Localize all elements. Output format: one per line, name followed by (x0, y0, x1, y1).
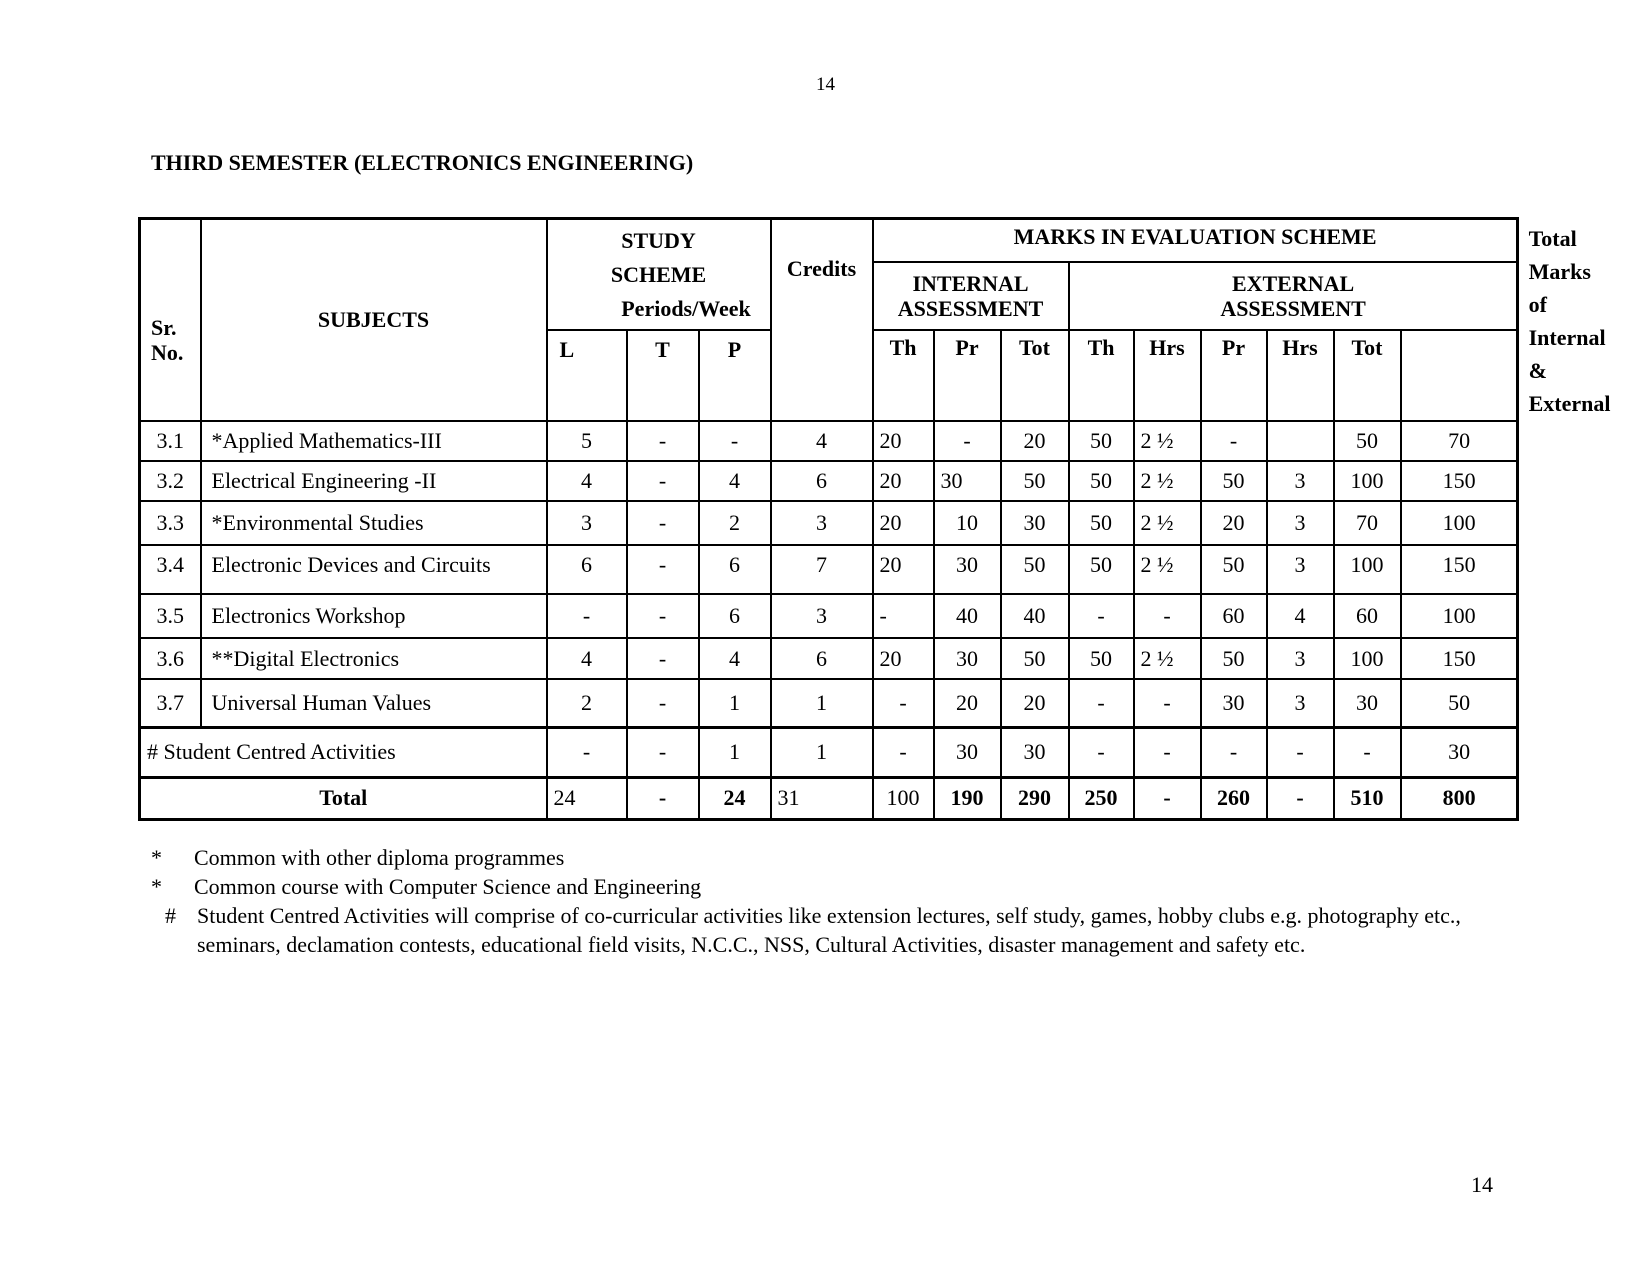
cell-ext-pr: 50 (1201, 638, 1267, 679)
header-sr-no: Sr. No. (140, 219, 201, 422)
cell-ext-th: - (1069, 727, 1134, 777)
cell-int-th: 20 (873, 638, 934, 679)
cell-p: 6 (699, 545, 771, 594)
cell-int-th: 100 (873, 777, 934, 819)
cell-p: 2 (699, 501, 771, 545)
header-int-tot: Tot (1001, 330, 1069, 421)
cell-subject: Universal Human Values (201, 679, 547, 727)
cell-int-th: - (873, 594, 934, 638)
cell-credits: 6 (771, 461, 873, 501)
cell-subject: Electrical Engineering -II (201, 461, 547, 501)
cell-ext-th: - (1069, 679, 1134, 727)
cell-total: 100 (1401, 594, 1518, 638)
cell-ext-hrs-pr: - (1267, 777, 1334, 819)
cell-ext-tot: 60 (1334, 594, 1401, 638)
cell-sr: 3.7 (140, 679, 201, 727)
cell-l: - (547, 594, 627, 638)
cell-t: - (627, 461, 699, 501)
header-subjects: SUBJECTS (201, 219, 547, 422)
cell-l: - (547, 727, 627, 777)
cell-ext-tot: - (1334, 727, 1401, 777)
cell-sr: 3.6 (140, 638, 201, 679)
cell-ext-hrs-pr: 3 (1267, 679, 1334, 727)
header-l: L (547, 330, 627, 421)
table-row (140, 594, 1518, 638)
cell-p: 4 (699, 461, 771, 501)
cell-p: 24 (699, 777, 771, 819)
cell-ext-th: 50 (1069, 421, 1134, 461)
cell-t: - (627, 679, 699, 727)
page-number-bottom: 14 (1471, 1172, 1493, 1197)
header-int-th: Th (873, 330, 934, 421)
cell-activities-label: # Student Centred Activities (140, 727, 547, 777)
cell-int-pr: 190 (934, 777, 1001, 819)
table-row (140, 461, 1518, 501)
cell-int-tot: 50 (1001, 545, 1069, 594)
cell-credits: 7 (771, 545, 873, 594)
cell-sr: 3.1 (140, 421, 201, 461)
cell-ext-pr: 20 (1201, 501, 1267, 545)
cell-total: 150 (1401, 461, 1518, 501)
cell-ext-pr: - (1201, 727, 1267, 777)
cell-ext-hrs-th: 2 ½ (1134, 545, 1201, 594)
cell-t: - (627, 777, 699, 819)
cell-total-label: Total (140, 777, 547, 819)
cell-int-th: 20 (873, 501, 934, 545)
evaluation-scheme-table: Sr. No. SUBJECTS STUDY SCHEME Periods/Week Credits MARKS IN EVALUATION SCHEME Total Marks of Internal & External INTERNAL ASSESSMENT EXTERNAL ASSESSMENT L T P Th Pr Tot Th Hrs Pr Hrs Tot 3.1 *Applied Mathematics-III 5 - - 4 20 - 20 50 2 ½ - 50 70 3.2 Electrical Engineering -II 4 - 4 6 20 30 50 50 2 ½ 50 3 100 150 3.3 *Environmental Studies 3 - 2 3 20 10 30 50 2 ½ 20 3 70 100 3.4 Electronic Devices and Circuits 6 - 6 7 20 30 50 50 2 ½ 50 3 100 150 3.5 Electronics Workshop - - 6 3 - 40 40 - - 60 4 60 100 3.6 **Digital Electronics 4 - 4 6 20 30 50 50 2 ½ 50 3 100 150 3.7 Universal Human Values 2 - 1 1 - 20 20 - - 30 3 30 50 # Student Centred Activities - - 1 1 - 30 30 - - - - - 30 Total 24 - 24 31 100 190 290 250 - 260 - 510 800 (138, 217, 1519, 821)
cell-subject: *Environmental Studies (201, 501, 547, 545)
cell-int-pr: - (934, 421, 1001, 461)
cell-int-th: - (873, 679, 934, 727)
cell-l: 3 (547, 501, 627, 545)
cell-int-tot: 30 (1001, 501, 1069, 545)
cell-subject: Electronics Workshop (201, 594, 547, 638)
cell-ext-hrs-pr: 3 (1267, 461, 1334, 501)
cell-total: 30 (1401, 727, 1518, 777)
cell-int-tot: 50 (1001, 638, 1069, 679)
cell-int-th: 20 (873, 421, 934, 461)
cell-ext-hrs-pr (1267, 421, 1334, 461)
cell-ext-pr: - (1201, 421, 1267, 461)
cell-int-pr: 30 (934, 461, 1001, 501)
cell-t: - (627, 638, 699, 679)
footnote-text: Student Centred Activities will comprise of co-curricular activities like extension lectures, self study, games, hobby clubs e.g. photography etc., seminars, declamation contests, educational field visits, N.C.C., NSS, Cultural Activities, disaster management and safety etc. (197, 903, 1461, 957)
cell-t: - (627, 545, 699, 594)
cell-l: 6 (547, 545, 627, 594)
cell-int-th: 20 (873, 545, 934, 594)
cell-int-tot: 50 (1001, 461, 1069, 501)
cell-ext-hrs-pr: 3 (1267, 501, 1334, 545)
header-int-pr: Pr (934, 330, 1001, 421)
cell-ext-pr: 30 (1201, 679, 1267, 727)
cell-ext-th: 50 (1069, 461, 1134, 501)
cell-ext-pr: 260 (1201, 777, 1267, 819)
cell-ext-hrs-th: - (1134, 679, 1201, 727)
cell-t: - (627, 421, 699, 461)
header-ext-hrs-th: Hrs (1134, 330, 1201, 421)
table-row-total (140, 777, 1518, 819)
cell-sr: 3.2 (140, 461, 201, 501)
cell-ext-tot: 30 (1334, 679, 1401, 727)
table-row (140, 679, 1518, 727)
footnote-mark: # (165, 903, 176, 928)
cell-p: 6 (699, 594, 771, 638)
cell-subject: **Digital Electronics (201, 638, 547, 679)
header-credits: Credits (771, 219, 873, 422)
footnote (151, 872, 1511, 901)
cell-total: 50 (1401, 679, 1518, 727)
header-study-scheme: STUDY SCHEME Periods/Week (547, 219, 771, 331)
cell-t: - (627, 501, 699, 545)
cell-t: - (627, 727, 699, 777)
header-p: P (699, 330, 771, 421)
footnote-mark: * (151, 874, 162, 899)
table-row (140, 421, 1518, 461)
cell-ext-hrs-th: 2 ½ (1134, 501, 1201, 545)
cell-int-tot: 20 (1001, 679, 1069, 727)
cell-total: 800 (1401, 777, 1518, 819)
cell-subject: Electronic Devices and Circuits (201, 545, 547, 594)
cell-ext-th: - (1069, 594, 1134, 638)
header-external-assessment: EXTERNAL ASSESSMENT (1069, 262, 1518, 331)
cell-p: 1 (699, 679, 771, 727)
cell-total: 70 (1401, 421, 1518, 461)
header-ext-hrs-pr: Hrs (1267, 330, 1334, 421)
cell-p: - (699, 421, 771, 461)
cell-sr: 3.4 (140, 545, 201, 594)
table-row (140, 638, 1518, 679)
cell-total: 100 (1401, 501, 1518, 545)
cell-ext-th: 50 (1069, 545, 1134, 594)
cell-total: 150 (1401, 545, 1518, 594)
cell-credits: 1 (771, 727, 873, 777)
header-internal-assessment: INTERNAL ASSESSMENT (873, 262, 1069, 331)
cell-ext-tot: 50 (1334, 421, 1401, 461)
cell-ext-hrs-th: - (1134, 594, 1201, 638)
cell-ext-pr: 50 (1201, 461, 1267, 501)
header-marks-evaluation: MARKS IN EVALUATION SCHEME (873, 219, 1518, 262)
footnote-text: Common with other diploma programmes (194, 845, 565, 870)
table-row-activities (140, 727, 1518, 777)
cell-ext-hrs-th: 2 ½ (1134, 421, 1201, 461)
cell-ext-pr: 60 (1201, 594, 1267, 638)
footnote (151, 901, 1511, 959)
table-row (140, 545, 1518, 594)
cell-ext-th: 50 (1069, 501, 1134, 545)
cell-int-pr: 30 (934, 727, 1001, 777)
cell-ext-th: 50 (1069, 638, 1134, 679)
footnote-text: Common course with Computer Science and Engineering (194, 874, 702, 899)
cell-credits: 3 (771, 594, 873, 638)
cell-subject: *Applied Mathematics-III (201, 421, 547, 461)
cell-ext-tot: 100 (1334, 638, 1401, 679)
cell-ext-tot: 70 (1334, 501, 1401, 545)
header-ext-th: Th (1069, 330, 1134, 421)
cell-int-tot: 40 (1001, 594, 1069, 638)
cell-p: 4 (699, 638, 771, 679)
cell-ext-tot: 510 (1334, 777, 1401, 819)
footnote-mark: * (151, 845, 162, 870)
cell-ext-pr: 50 (1201, 545, 1267, 594)
cell-ext-hrs-pr: 3 (1267, 638, 1334, 679)
cell-ext-hrs-pr: - (1267, 727, 1334, 777)
page-title: THIRD SEMESTER (ELECTRONICS ENGINEERING) (151, 150, 694, 175)
cell-credits: 4 (771, 421, 873, 461)
footnotes (151, 843, 1511, 959)
cell-ext-hrs-th: 2 ½ (1134, 638, 1201, 679)
cell-int-th: - (873, 727, 934, 777)
cell-int-tot: 20 (1001, 421, 1069, 461)
cell-ext-hrs-th: - (1134, 727, 1201, 777)
header-t: T (627, 330, 699, 421)
cell-int-pr: 40 (934, 594, 1001, 638)
cell-ext-hrs-th: 2 ½ (1134, 461, 1201, 501)
cell-ext-hrs-th: - (1134, 777, 1201, 819)
cell-credits: 6 (771, 638, 873, 679)
header-ext-pr: Pr (1201, 330, 1267, 421)
cell-sr: 3.3 (140, 501, 201, 545)
cell-l: 4 (547, 638, 627, 679)
cell-t: - (627, 594, 699, 638)
cell-int-pr: 20 (934, 679, 1001, 727)
cell-credits: 31 (771, 777, 873, 819)
cell-int-pr: 30 (934, 545, 1001, 594)
cell-int-pr: 10 (934, 501, 1001, 545)
cell-int-tot: 30 (1001, 727, 1069, 777)
page-number-top: 14 (816, 74, 835, 95)
cell-l: 5 (547, 421, 627, 461)
cell-ext-th: 250 (1069, 777, 1134, 819)
cell-l: 2 (547, 679, 627, 727)
table-row (140, 501, 1518, 545)
cell-int-pr: 30 (934, 638, 1001, 679)
cell-credits: 3 (771, 501, 873, 545)
cell-ext-tot: 100 (1334, 461, 1401, 501)
footnote (151, 843, 1511, 872)
cell-l: 24 (547, 777, 627, 819)
cell-l: 4 (547, 461, 627, 501)
cell-p: 1 (699, 727, 771, 777)
cell-total: 150 (1401, 638, 1518, 679)
header-ext-tot: Tot (1334, 330, 1401, 421)
cell-int-th: 20 (873, 461, 934, 501)
cell-ext-hrs-pr: 3 (1267, 545, 1334, 594)
cell-ext-hrs-pr: 4 (1267, 594, 1334, 638)
cell-ext-tot: 100 (1334, 545, 1401, 594)
cell-credits: 1 (771, 679, 873, 727)
cell-int-tot: 290 (1001, 777, 1069, 819)
cell-sr: 3.5 (140, 594, 201, 638)
